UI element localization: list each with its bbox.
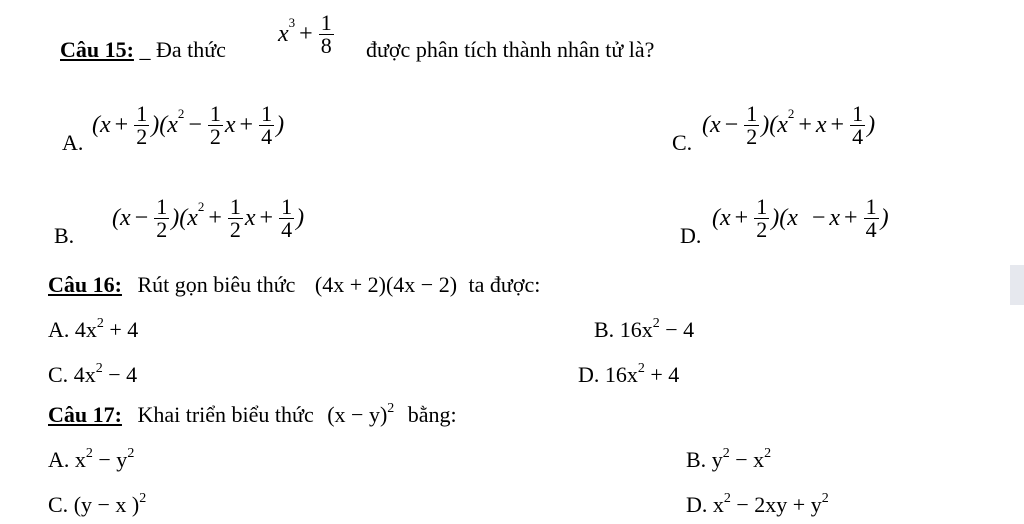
q15-option-d-label: D.	[680, 223, 702, 248]
math-x: x	[710, 112, 721, 138]
fraction	[754, 196, 769, 241]
q16-option-b-pre: 16x	[619, 317, 653, 342]
fraction	[134, 103, 149, 148]
fraction	[154, 196, 169, 241]
q16-option-c[interactable]	[48, 361, 137, 393]
q16-heading: Câu 16:	[48, 272, 122, 297]
fraction-den: 4	[261, 124, 273, 149]
math-x: x	[244, 205, 256, 231]
q17-option-a[interactable]	[48, 446, 134, 478]
q15-question	[60, 36, 226, 64]
math-op: +	[208, 205, 222, 231]
q17-option-c-exp: 2	[139, 491, 147, 506]
q16-option-c-label: C.	[48, 362, 69, 387]
q16-expr: (4x + 2)(4x − 2)	[314, 272, 458, 297]
fraction-num: 1	[756, 194, 768, 219]
math-paren: )(	[171, 205, 188, 231]
math-op: −	[811, 205, 826, 231]
q16-option-c-exp: 2	[95, 361, 103, 376]
fraction-den: 4	[865, 217, 877, 242]
math-op: +	[798, 112, 812, 138]
math-exp: 2	[787, 105, 795, 121]
fraction-num: 1	[209, 101, 221, 126]
math-x: x	[100, 112, 111, 138]
math-x: x	[815, 112, 827, 138]
fraction	[744, 103, 759, 148]
q17-heading: Câu 17:	[48, 402, 122, 427]
math-close: )	[880, 205, 889, 231]
math-open: (	[92, 112, 100, 138]
q16-option-d[interactable]	[578, 361, 679, 393]
q16-option-b[interactable]	[594, 316, 694, 348]
q16-prefix: Rút gọn biêu thức	[137, 272, 296, 297]
q15-option-b-label: B.	[54, 223, 75, 248]
math-paren: )(	[771, 205, 788, 231]
math-paren: )(	[151, 112, 168, 138]
q16-option-a-label: A.	[48, 317, 70, 342]
right-edge-strip	[1010, 265, 1024, 305]
fraction-den: 8	[320, 33, 332, 58]
math-close: )	[296, 205, 305, 231]
math-close: )	[276, 112, 285, 138]
q16-option-a-exp: 2	[96, 316, 104, 331]
q17-option-b[interactable]	[686, 446, 771, 478]
fraction	[279, 196, 294, 241]
math-exp: 2	[177, 105, 185, 121]
math-x: x	[278, 21, 289, 47]
q17-expr-exp: 2	[387, 401, 395, 416]
q16-option-d-post: + 4	[650, 362, 680, 387]
q16-option-c-post: − 4	[108, 362, 138, 387]
q16-option-c-pre: 4x	[73, 362, 96, 387]
q15-underscore: _	[139, 37, 151, 62]
q17-expr: (x − y)	[327, 402, 388, 427]
q17-option-a-mid: − y	[92, 447, 128, 472]
q17-option-b-label: B.	[686, 447, 707, 472]
q15-suffix: được phân tích thành nhân tử là?	[366, 37, 655, 62]
q17-option-a-label: A.	[48, 447, 70, 472]
q17-option-b-mid: − x	[729, 447, 765, 472]
q17-option-d-exp1: 2	[723, 491, 731, 506]
math-op: +	[844, 205, 858, 231]
q17-option-c-label: C.	[48, 492, 69, 517]
math-x: x	[787, 205, 798, 231]
q15-polynomial	[278, 12, 336, 57]
q16-option-b-label: B.	[594, 317, 615, 342]
q17-option-d-p1: x	[712, 492, 724, 517]
fraction	[864, 196, 879, 241]
q17-option-d-exp2: 2	[821, 491, 829, 506]
fraction-num: 1	[281, 194, 293, 219]
fraction-den: 2	[156, 217, 168, 242]
q17-option-a-p1: x	[74, 447, 86, 472]
fraction-den: 2	[209, 124, 221, 149]
q16-option-a-post: + 4	[109, 317, 139, 342]
fraction-num: 1	[156, 194, 168, 219]
q16-option-a[interactable]	[48, 316, 138, 348]
math-op: +	[734, 205, 749, 231]
q16-option-d-label: D.	[578, 362, 600, 387]
q17-option-b-exp1: 2	[722, 446, 730, 461]
q15-option-d[interactable]	[712, 196, 889, 241]
math-op: +	[114, 112, 129, 138]
q17-option-c[interactable]	[48, 491, 146, 523]
fraction	[208, 103, 223, 148]
math-plus: +	[299, 21, 313, 47]
fraction-den: 2	[756, 217, 768, 242]
q17-option-a-exp2: 2	[127, 446, 135, 461]
math-open: (	[712, 205, 720, 231]
fraction-num: 1	[136, 101, 148, 126]
q17-option-d-label: D.	[686, 492, 708, 517]
math-x: x	[167, 112, 178, 138]
math-op: −	[134, 205, 149, 231]
q17-prefix: Khai triển biểu thức	[137, 402, 314, 427]
q15-option-c[interactable]	[702, 103, 875, 148]
math-x: x	[187, 205, 198, 231]
fraction-num: 1	[852, 101, 864, 126]
q16-question	[48, 271, 540, 299]
fraction	[228, 196, 243, 241]
fraction-num: 1	[320, 10, 332, 35]
math-x: x	[720, 205, 731, 231]
math-op: +	[239, 112, 254, 138]
q15-option-b[interactable]	[112, 196, 304, 241]
math-exp: 2	[197, 198, 205, 214]
math-exp: 3	[288, 14, 296, 30]
math-op: +	[259, 205, 274, 231]
fraction-den: 2	[746, 124, 758, 149]
fraction-den: 4	[852, 124, 864, 149]
q17-option-a-exp1: 2	[85, 446, 93, 461]
math-x: x	[777, 112, 788, 138]
q15-option-a-label: A.	[62, 130, 84, 155]
math-op: −	[724, 112, 739, 138]
q17-option-b-exp2: 2	[764, 446, 772, 461]
q17-question	[48, 401, 457, 433]
math-close: )	[867, 112, 876, 138]
math-x: x	[829, 205, 841, 231]
math-op: +	[830, 112, 845, 138]
fraction-den: 4	[281, 217, 293, 242]
q17-option-d-mid: − 2xy + y	[730, 492, 822, 517]
q16-option-b-exp: 2	[652, 316, 660, 331]
math-paren: )(	[761, 112, 778, 138]
fraction-num: 1	[746, 101, 758, 126]
q15-heading: Câu 15:	[60, 37, 134, 62]
q16-option-d-pre: 16x	[604, 362, 638, 387]
math-open: (	[702, 112, 710, 138]
q16-option-d-exp: 2	[637, 361, 645, 376]
fraction-num: 1	[865, 194, 877, 219]
q16-option-b-post: − 4	[665, 317, 695, 342]
q17-option-d[interactable]	[686, 491, 829, 523]
q16-option-a-pre: 4x	[74, 317, 97, 342]
q16-suffix: ta được:	[468, 272, 541, 297]
math-op: −	[188, 112, 202, 138]
fraction-num: 1	[261, 101, 273, 126]
fraction	[850, 103, 865, 148]
q15-option-a[interactable]	[92, 103, 284, 148]
q17-option-c-p1: (y − x )	[73, 492, 140, 517]
math-x: x	[224, 112, 236, 138]
q15-prefix: Đa thức	[155, 37, 226, 62]
math-x: x	[120, 205, 131, 231]
fraction-den: 2	[229, 217, 241, 242]
q15-option-c-label: C.	[672, 130, 693, 155]
fraction-den: 2	[136, 124, 148, 149]
q17-suffix: bằng:	[407, 402, 457, 427]
fraction	[259, 103, 274, 148]
math-open: (	[112, 205, 120, 231]
fraction-num: 1	[229, 194, 241, 219]
q17-option-b-p1: y	[711, 447, 723, 472]
fraction	[319, 12, 334, 57]
